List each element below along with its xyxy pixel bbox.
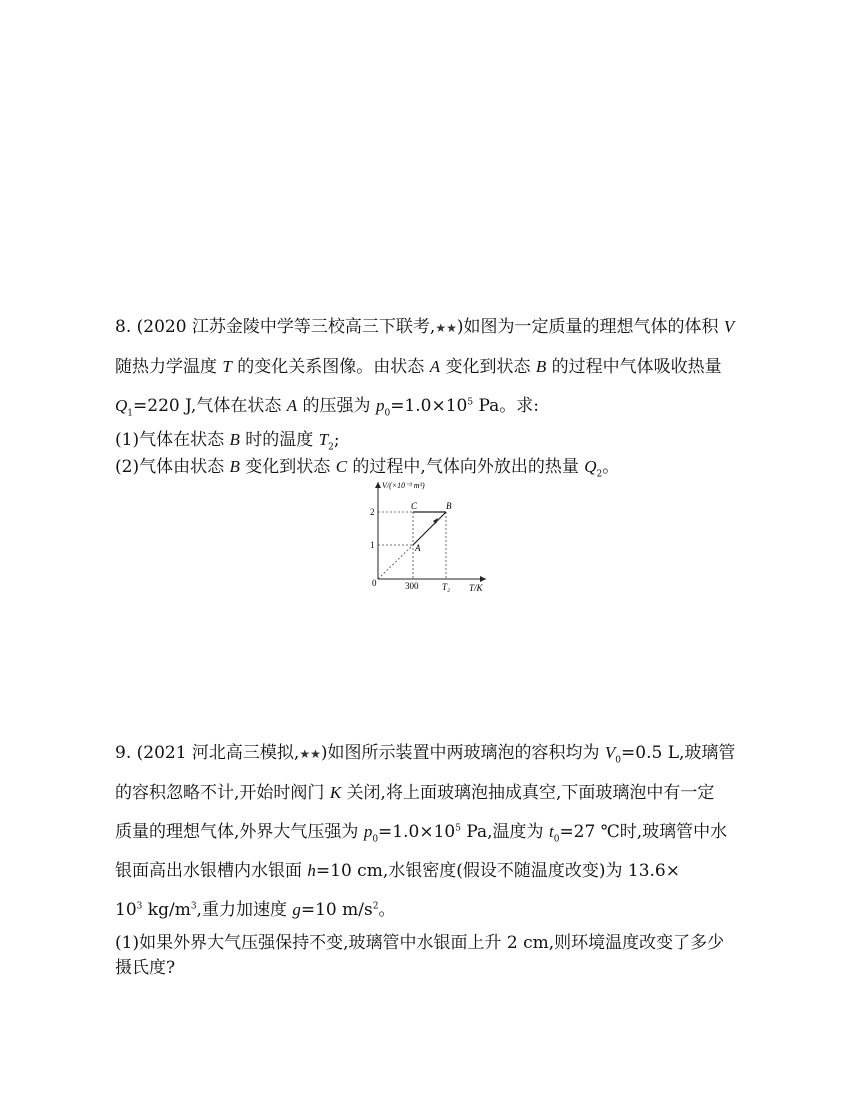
point-c-label: C — [411, 501, 418, 511]
y-tick-2: 2 — [370, 507, 375, 517]
q8-line-3: $Q_1=220$ J,气体在状态 A 的压强为 $p_0=1.0\times 10^5$ Pa。求: — [115, 396, 540, 419]
q8-part-1: (1)气体在状态 B 时的温度 $T_2$; — [115, 430, 340, 453]
q9-line-5: $10^3$ $kg/m^3$,重力加速度 g=10 $m/s^2$。 — [115, 900, 396, 920]
q8-part-2: (2)气体由状态 B 变化到状态 C 的过程中,气体向外放出的热量 $Q_2$。 — [115, 457, 620, 480]
q9-line-1: 9. (2021 河北高三模拟,★★)如图所示装置中两玻璃泡的容积均为 $V_0=0.5$ L,玻璃管 — [115, 743, 736, 766]
y-tick-1: 1 — [370, 540, 375, 550]
q8-line-1: 8. (2020 江苏金陵中学等三校高三下联考,★★)如图为一定质量的理想气体的体积 V — [115, 317, 735, 337]
x-tick-t2: T₂ — [442, 582, 451, 592]
q9-source: 9. (2021 河北高三模拟, — [115, 743, 300, 763]
point-a-label: A — [415, 543, 421, 553]
origin-label: 0 — [372, 578, 377, 588]
q8-line-2: 随热力学温度 T 的变化关系图像。由状态 A 变化到状态 B 的过程中气体吸收热量 — [115, 357, 722, 377]
difficulty-stars: ★★ — [435, 321, 457, 335]
x-tick-300: 300 — [405, 581, 419, 591]
y-axis-label: V/(×10⁻³ m³) — [382, 481, 425, 490]
q9-line-2: 的容积忽略不计,开始时阀门 K 关闭,将上面玻璃泡抽成真空,下面玻璃泡中有一定 — [115, 783, 715, 803]
q9-line-4: 银面高出水银槽内水银面 h=10 cm,水银密度(假设不随温度改变)为 13.6× — [115, 861, 680, 881]
vt-diagram — [360, 478, 500, 598]
q8-source: 8. (2020 江苏金陵中学等三校高三下联考, — [115, 317, 436, 337]
process-ab — [413, 512, 446, 545]
x-axis-label: T/K — [469, 583, 483, 593]
q9-part-1: (1)如果外界大气压强保持不变,玻璃管中水银面上升 2 cm,则环境温度改变了多少 — [115, 933, 725, 953]
point-b-label: B — [446, 501, 452, 511]
q9-part-1-cont: 摄氏度? — [115, 958, 176, 978]
difficulty-stars: ★★ — [299, 747, 321, 761]
q9-line-3: 质量的理想气体,外界大气压强为 $p_0=1.0\times 10^5$ Pa,温度为 $t_0=27$ ℃时,玻璃管中水 — [115, 822, 728, 845]
